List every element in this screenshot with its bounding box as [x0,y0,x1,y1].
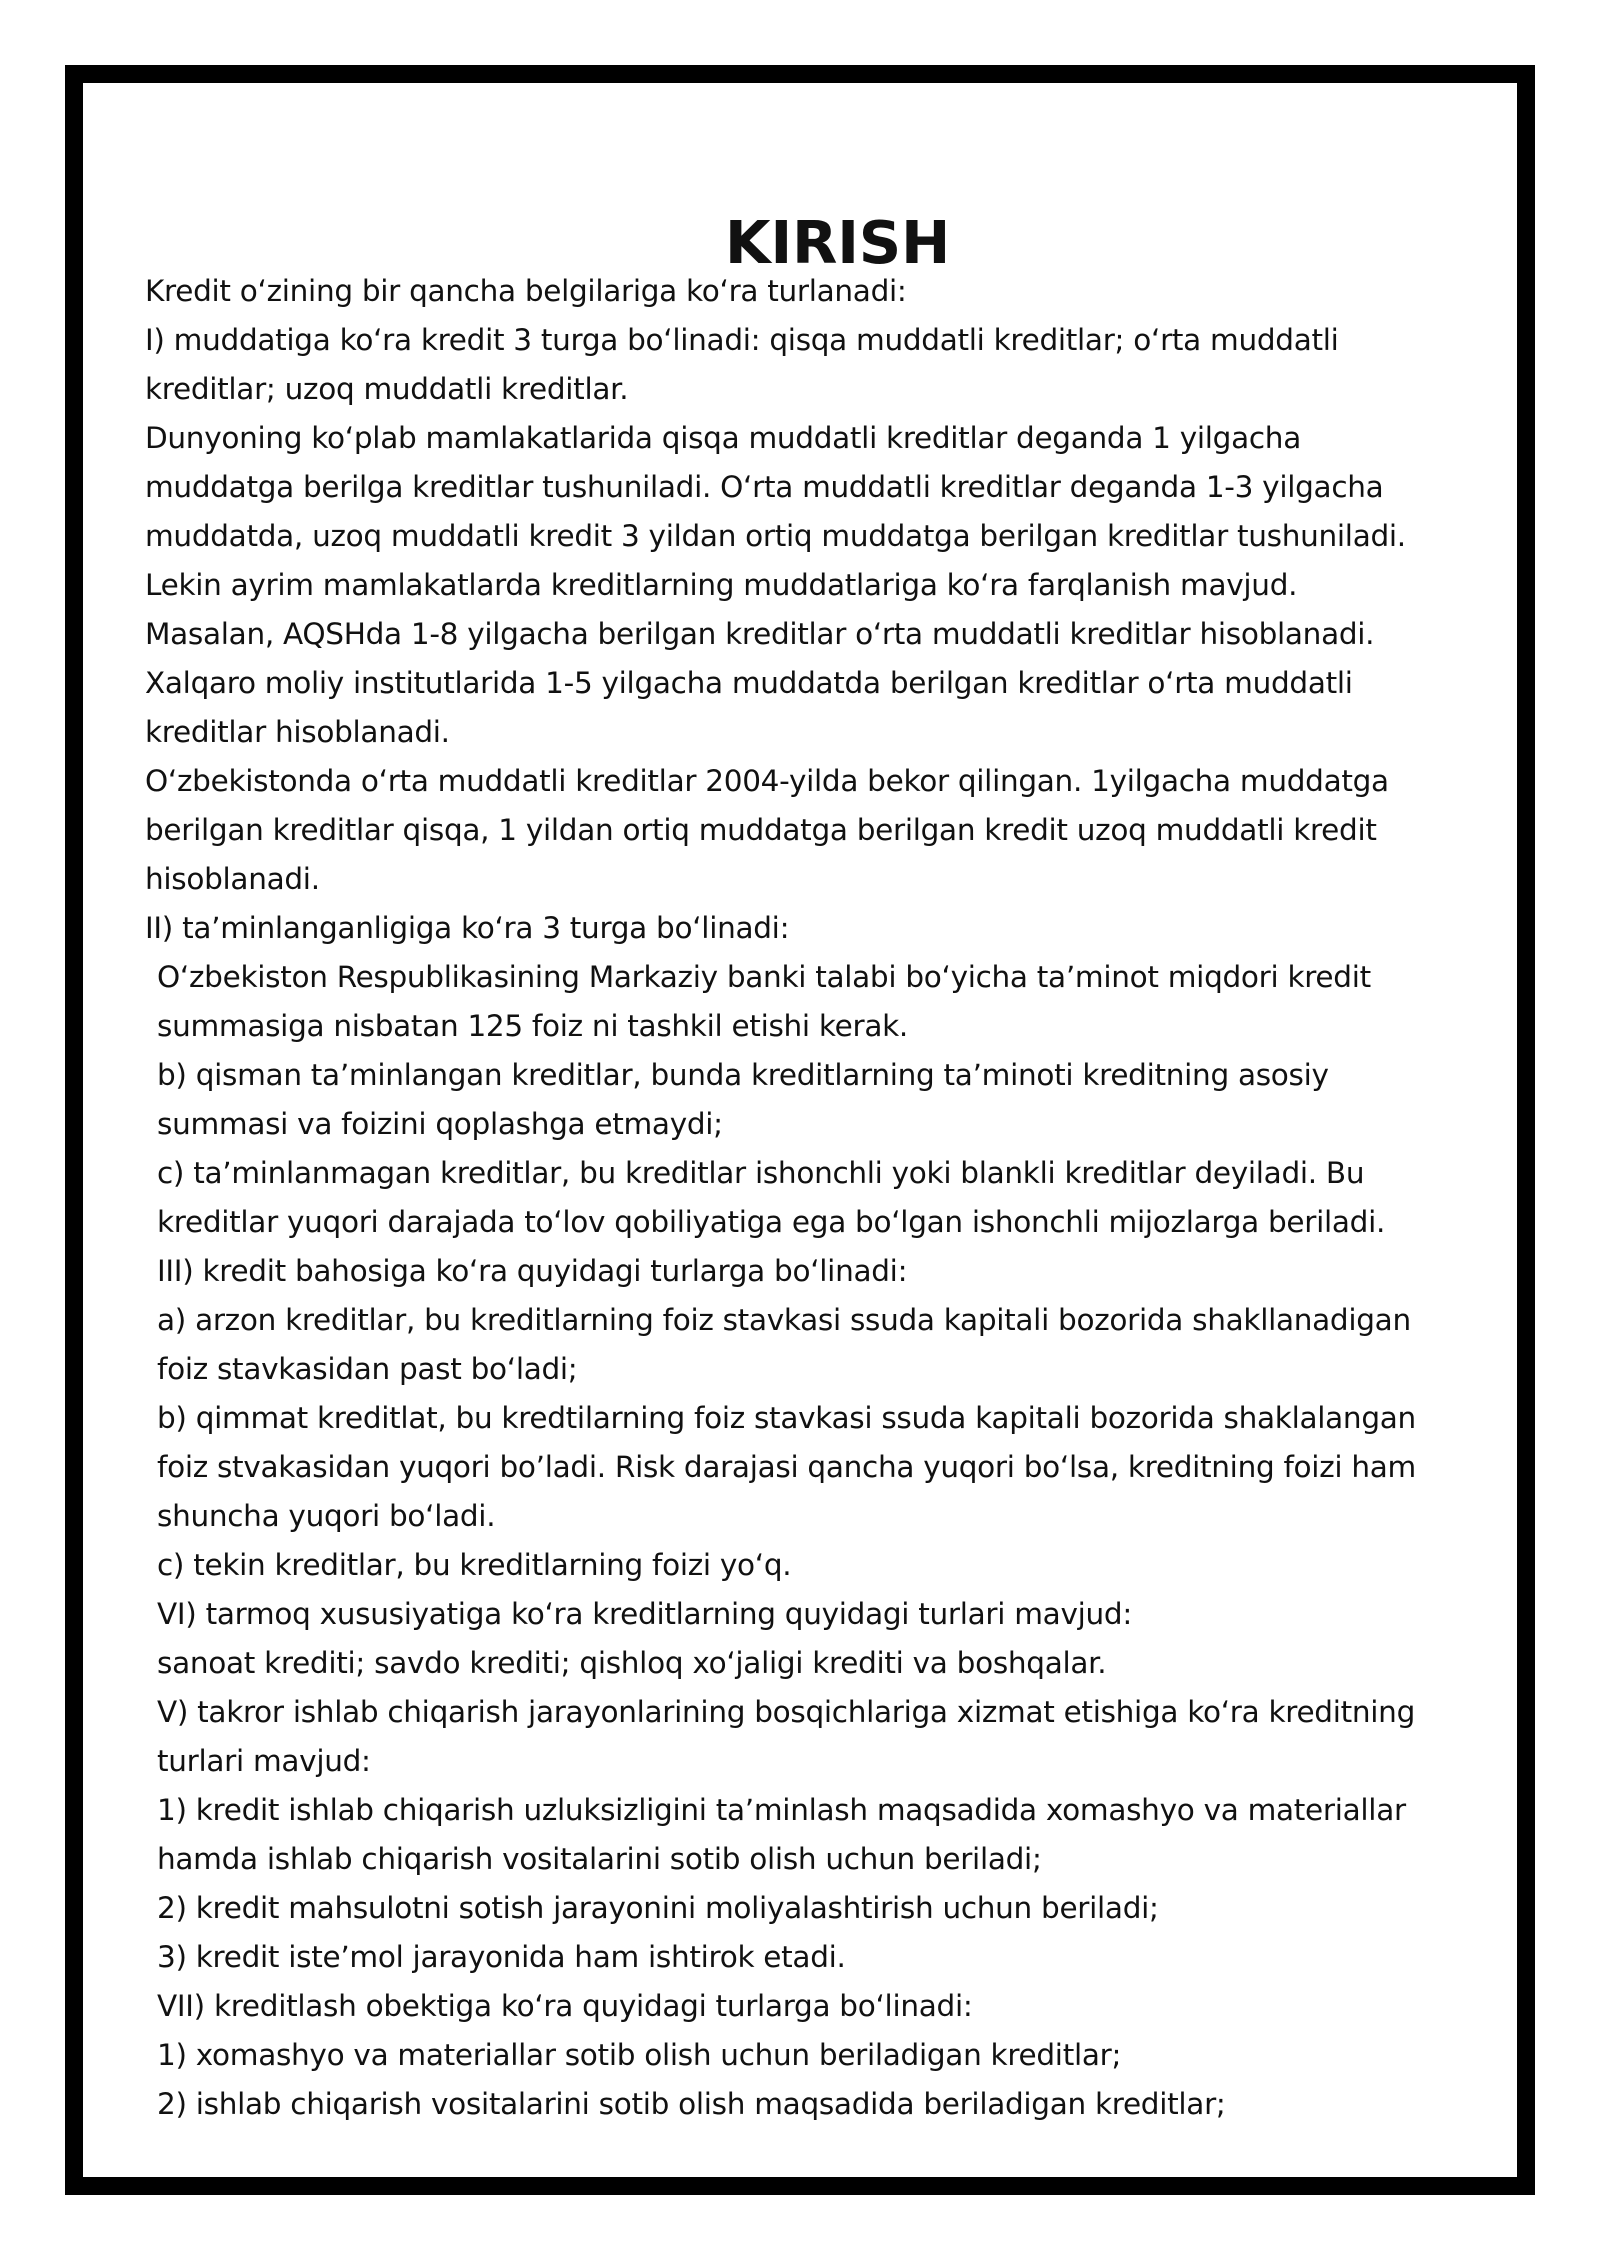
paragraph: a) arzon kreditlar, bu kreditlarning foiz stavkasi ssuda kapitali bozorida shakllanadigan foiz stavkasidan past bo‘ladi; [157,1303,1411,1386]
document-body [145,208,1490,2129]
paragraph: Kredit o‘zining bir qancha belgilariga ko‘ra turlanadi: [145,274,907,308]
paragraph: c) ta’minlanmagan kreditlar, bu kreditlar ishonchli yoki blankli kreditlar deyiladi. Bu kreditlar yuqori darajada to‘lov qobiliyatiga ega bo‘lgan ishonchli mijozlarga beriladi. [157,1156,1386,1239]
paragraph: sanoat krediti; savdo krediti; qishloq xo‘jaligi krediti va boshqalar. [157,1646,1107,1680]
paragraph: V) takror ishlab chiqarish jarayonlarining bosqichlariga xizmat etishiga ko‘ra kreditning turlari mavjud: [157,1695,1415,1778]
paragraph: O‘zbekistonda o‘rta muddatli kreditlar 2004-yilda bekor qilingan. 1yilgacha muddatga berilgan kreditlar qisqa, 1 yildan ortiq muddatga berilgan kredit uzoq muddatli kredit hisoblanadi. [145,764,1389,896]
paragraph: Dunyoning ko‘plab mamlakatlarida qisqa muddatli kreditlar deganda 1 yilgacha muddatga berilga kreditlar tushuniladi. O‘rta muddatli kreditlar deganda 1-3 yilgacha muddatda, uzoq muddatli kredit 3 yildan ortiq muddatga berilgan kreditlar tushuniladi. Lekin ayrim mamlakatlarda kreditlarning muddatlariga ko‘ra farqlanish mavjud. Masalan, AQSHda 1-8 yilgacha berilgan kreditlar o‘rta muddatli kreditlar hisoblanadi. Xalqaro moliy institutlarida 1-5 yilgacha muddatda berilgan kreditlar o‘rta muddatli kreditlar hisoblanadi. [145,421,1406,749]
paragraph: 3) kredit iste’mol jarayonida ham ishtirok etadi. [157,1940,846,1974]
paragraph: 1) xomashyo va materiallar sotib olish uchun beriladigan kreditlar; [157,2038,1122,2072]
paragraph-list [145,267,1490,2129]
paragraph: II) ta’minlanganligiga ko‘ra 3 turga bo‘linadi: [145,911,790,945]
paragraph: b) qimmat kreditlat, bu kredtilarning foiz stavkasi ssuda kapitali bozorida shaklalangan foiz stvakasidan yuqori bo’ladi. Risk darajasi qancha yuqori bo‘lsa, kreditning foizi ham shuncha yuqori bo‘ladi. [157,1401,1416,1533]
paragraph: I) muddatiga ko‘ra kredit 3 turga bo‘linadi: qisqa muddatli kreditlar; o‘rta muddatli kreditlar; uzoq muddatli kreditlar. [145,323,1339,406]
paragraph: 1) kredit ishlab chiqarish uzluksizligini ta’minlash maqsadida xomashyo va materiallar hamda ishlab chiqarish vositalarini sotib olish uchun beriladi; [157,1793,1406,1876]
paragraph: O‘zbekiston Respublikasining Markaziy banki talabi bo‘yicha ta’minot miqdori kredit summasiga nisbatan 125 foiz ni tashkil etishi kerak. [157,960,1371,1043]
paragraph: 2) kredit mahsulotni sotish jarayonini moliyalashtirish uchun beriladi; [157,1891,1159,1925]
paragraph: c) tekin kreditlar, bu kreditlarning foizi yo‘q. [157,1548,792,1582]
paragraph: VI) tarmoq xususiyatiga ko‘ra kreditlarning quyidagi turlari mavjud: [157,1597,1132,1631]
paragraph: 2) ishlab chiqarish vositalarini sotib olish maqsadida beriladigan kreditlar; [157,2087,1226,2121]
paragraph: VII) kreditlash obektiga ko‘ra quyidagi turlarga bo‘linadi: [157,1989,973,2023]
document-title: KIRISH [724,208,951,277]
paragraph: b) qisman ta’minlangan kreditlar, bunda kreditlarning ta’minoti kreditning asosiy summasi va foizini qoplashga etmaydi; [157,1058,1329,1141]
paragraph: III) kredit bahosiga ko‘ra quyidagi turlarga bo‘linadi: [157,1254,908,1288]
